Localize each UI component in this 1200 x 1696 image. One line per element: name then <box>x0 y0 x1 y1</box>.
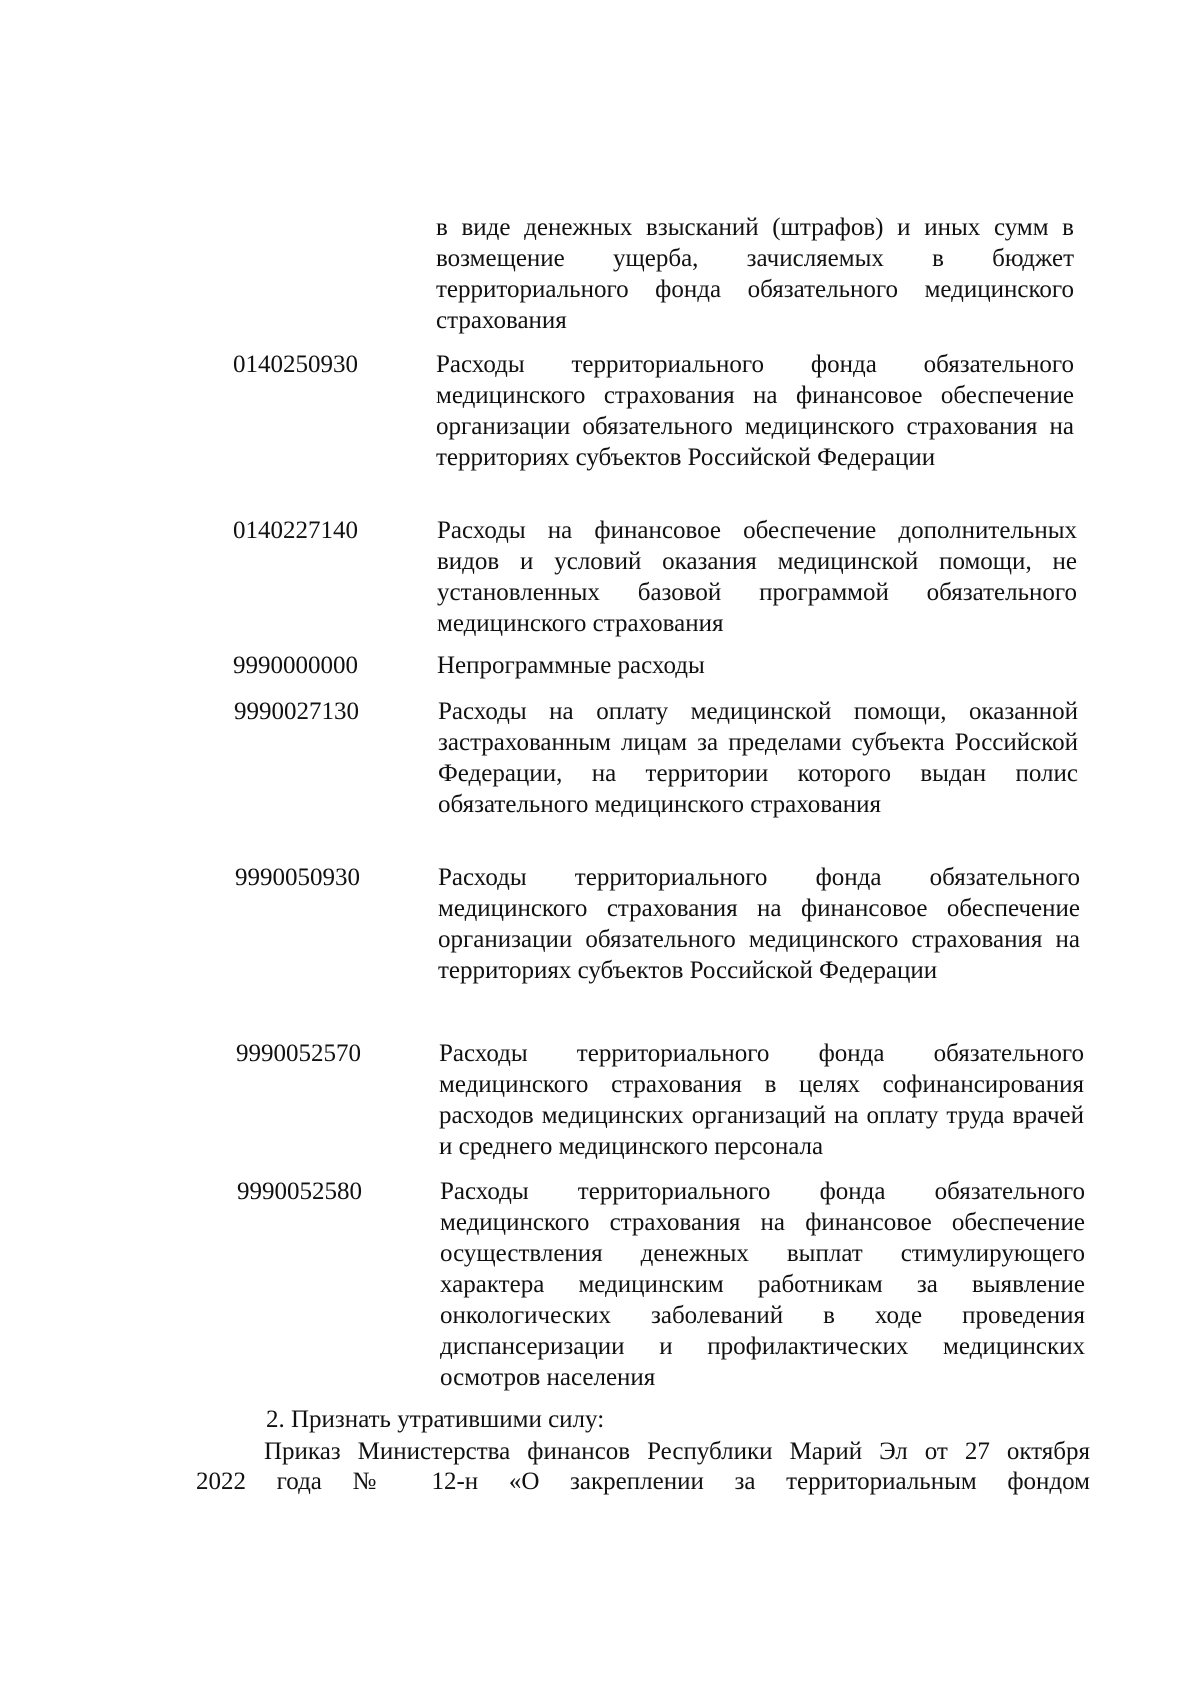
kbk-code: 9990050930 <box>235 864 360 891</box>
kbk-code: 9990052580 <box>237 1178 362 1205</box>
kbk-description: Расходы территориального фонда обязательного медицинского страхования на финансовое обеспечение осуществления денежных выплат стимулирующего характера медицинским работникам за выявление онкологических заболеваний в ходе проведения диспансеризации и профилактических медицинских осмотров населения <box>440 1178 1085 1391</box>
kbk-description: Расходы на финансовое обеспечение дополнительных видов и условий оказания медицинской помощи, не установленных базовой программой обязательного медицинского страхования <box>437 517 1077 637</box>
paragraph-line: Приказ Министерства финансов Республики Марий Эл от 27 октября <box>264 1438 1090 1465</box>
kbk-description: Расходы территориального фонда обязательного медицинского страхования на финансовое обеспечение организации обязательного медицинского страхования на территориях субъектов Российской Федерации <box>436 351 1074 471</box>
paragraph-line: 2022 года № 12-н «О закреплении за территориальным фондом <box>196 1468 1090 1495</box>
kbk-code: 9990000000 <box>233 652 358 679</box>
kbk-description: Расходы территориального фонда обязательного медицинского страхования на финансовое обеспечение организации обязательного медицинского страхования на территориях субъектов Российской Федерации <box>438 864 1080 984</box>
continuation-text: в виде денежных взысканий (штрафов) и иных сумм в возмещение ущерба, зачисляемых в бюджет территориального фонда обязательного медицинского страхования <box>436 214 1074 334</box>
section-heading: 2. Признать утратившими силу: <box>266 1406 605 1433</box>
kbk-description: Непрограммные расходы <box>437 652 705 679</box>
kbk-description: Расходы территориального фонда обязательного медицинского страхования в целях софинансирования расходов медицинских организаций на оплату труда врачей и среднего медицинского персонала <box>439 1040 1084 1160</box>
kbk-code: 9990027130 <box>234 698 359 725</box>
kbk-code: 0140227140 <box>233 517 358 544</box>
kbk-code: 0140250930 <box>233 351 358 378</box>
kbk-code: 9990052570 <box>236 1040 361 1067</box>
kbk-description: Расходы на оплату медицинской помощи, оказанной застрахованным лицам за пределами субъекта Российской Федерации, на территории которого выдан полис обязательного медицинского страхования <box>438 698 1078 818</box>
